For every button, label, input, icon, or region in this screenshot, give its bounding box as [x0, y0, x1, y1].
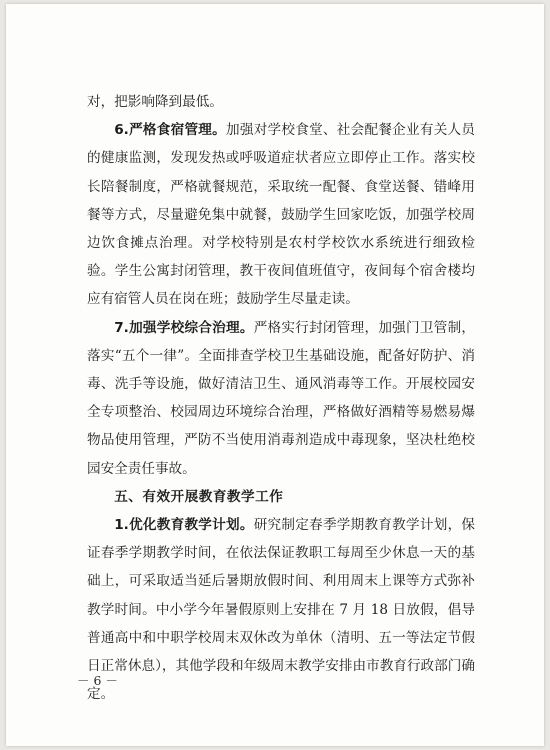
paragraph-teaching-plan [87, 511, 475, 708]
paragraph-text: 对，把影响降到最低。 [87, 94, 223, 110]
paragraph-lead: 1.优化教育教学计划。 [114, 517, 254, 534]
paragraph-text: 研究制定春季学期教育教学计划，保证春季学期教学时间，在依法保证教职工每周至少休息一天的基础上，可采取适当延后暑期放假时间、利用周末上课等方式弥补教学时间。中小学今年暑假原则上安排在 7 月 18 日放假，倡导普通高中和中职学校周末双休改为单休（清明、五一等法定节假日正常休息），其他学段和年级周末教学安排由市教育行政部门确定。 [87, 517, 476, 703]
paragraph-text: 严格实行封闭管理，加强门卫管制，落实“五个一律”。全面排查学校卫生基础设施，配备好防护、消毒、洗手等设施，做好清洁卫生、通风消毒等工作。开展校园安全专项整治、校园周边环境综合治理，严格做好酒精等易燃易爆物品使用管理，严防不当使用消毒剂造成中毒现象，坚决杜绝校园安全责任事故。 [87, 319, 476, 477]
paragraph-food-lodging [87, 116, 475, 313]
document-page [6, 4, 544, 746]
document-body [87, 88, 475, 708]
paragraph-text: 加强对学校食堂、社会配餐企业有关人员的健康监测，发现发热或呼吸道症状者应立即停止工作。落实校长陪餐制度，严格就餐规范，采取统一配餐、食堂送餐、错峰用餐等方式，尽量避免集中就餐，鼓励学生回家吃饭，加强学校周边饮食摊点治理。对学校特别是农村学校饮水系统进行细致检验。学生公寓封闭管理，教干夜间值班值守，夜间每个宿舍楼均应有宿管人员在岗在班；鼓励学生尽量走读。 [87, 122, 475, 308]
paragraph-lead: 7.加强学校综合治理。 [114, 319, 254, 336]
section-heading: 五、有效开展教育教学工作 [114, 488, 284, 505]
page-number-text: － 6 － [77, 673, 118, 688]
paragraph-lead: 6.严格食宿管理。 [114, 122, 226, 139]
paragraph-comprehensive-governance [87, 314, 475, 483]
paragraph-continuation [87, 88, 475, 116]
